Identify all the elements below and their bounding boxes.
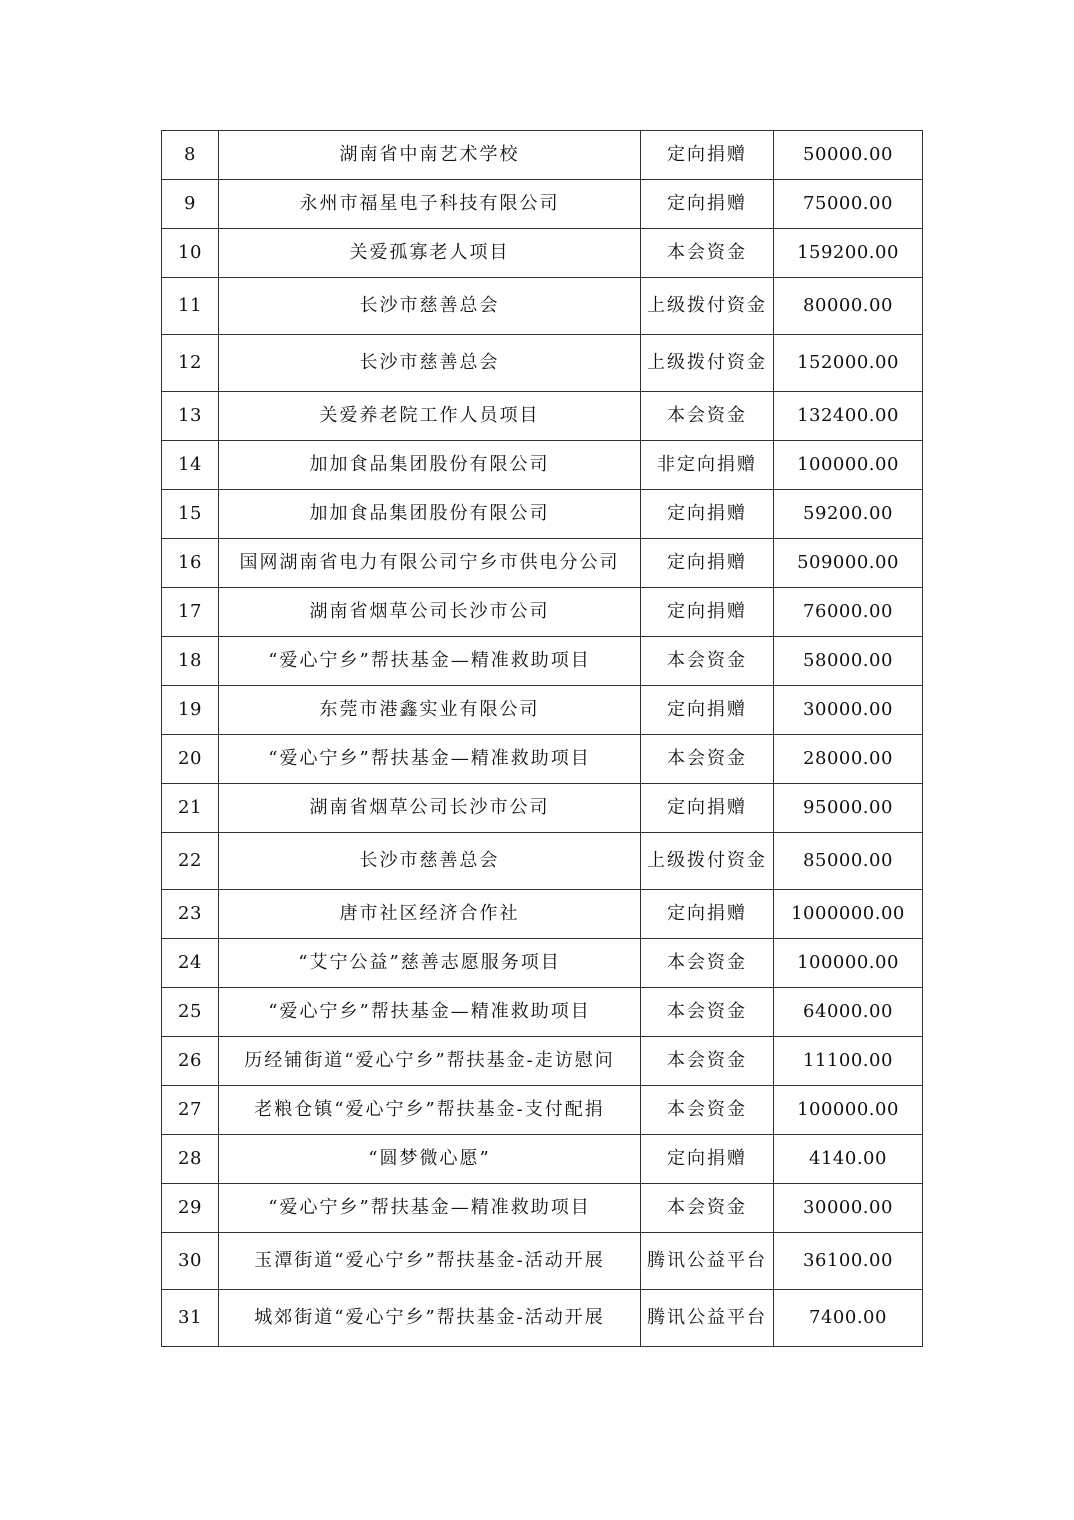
- amount-cell: 11100.00: [774, 1037, 923, 1086]
- recipient-name-cell: 老粮仓镇“爱心宁乡”帮扶基金-支付配捐: [219, 1086, 641, 1135]
- row-number-cell: 31: [162, 1290, 219, 1347]
- row-number-cell: 10: [162, 229, 219, 278]
- fund-type-cell: 本会资金: [641, 939, 774, 988]
- table-row: [162, 229, 923, 278]
- table-row: [162, 1290, 923, 1347]
- fund-type-cell: 非定向捐赠: [641, 441, 774, 490]
- table-row: [162, 939, 923, 988]
- table-row: [162, 1184, 923, 1233]
- recipient-name-cell: 长沙市慈善总会: [219, 278, 641, 335]
- table-row: [162, 1233, 923, 1290]
- amount-cell: 100000.00: [774, 939, 923, 988]
- recipient-name-cell: 湖南省中南艺术学校: [219, 131, 641, 180]
- fund-type-cell: 定向捐赠: [641, 180, 774, 229]
- amount-cell: 30000.00: [774, 1184, 923, 1233]
- row-number-cell: 26: [162, 1037, 219, 1086]
- fund-type-cell: 本会资金: [641, 1184, 774, 1233]
- table-row: [162, 686, 923, 735]
- table-row: [162, 637, 923, 686]
- fund-type-cell: 腾讯公益平台: [641, 1233, 774, 1290]
- fund-type-cell: 本会资金: [641, 392, 774, 441]
- recipient-name-cell: 长沙市慈善总会: [219, 833, 641, 890]
- table-row: [162, 180, 923, 229]
- fund-type-cell: 定向捐赠: [641, 490, 774, 539]
- amount-cell: 36100.00: [774, 1233, 923, 1290]
- amount-cell: 50000.00: [774, 131, 923, 180]
- amount-cell: 80000.00: [774, 278, 923, 335]
- row-number-cell: 16: [162, 539, 219, 588]
- amount-cell: 152000.00: [774, 335, 923, 392]
- row-number-cell: 11: [162, 278, 219, 335]
- recipient-name-cell: 加加食品集团股份有限公司: [219, 441, 641, 490]
- recipient-name-cell: 唐市社区经济合作社: [219, 890, 641, 939]
- row-number-cell: 27: [162, 1086, 219, 1135]
- fund-type-cell: 本会资金: [641, 735, 774, 784]
- table-row: [162, 988, 923, 1037]
- fund-type-cell: 上级拨付资金: [641, 335, 774, 392]
- amount-cell: 28000.00: [774, 735, 923, 784]
- donation-table-body: [162, 131, 923, 1347]
- amount-cell: 4140.00: [774, 1135, 923, 1184]
- row-number-cell: 30: [162, 1233, 219, 1290]
- fund-type-cell: 本会资金: [641, 1086, 774, 1135]
- row-number-cell: 21: [162, 784, 219, 833]
- fund-type-cell: 本会资金: [641, 637, 774, 686]
- row-number-cell: 15: [162, 490, 219, 539]
- row-number-cell: 8: [162, 131, 219, 180]
- recipient-name-cell: 长沙市慈善总会: [219, 335, 641, 392]
- fund-type-cell: 定向捐赠: [641, 686, 774, 735]
- table-row: [162, 735, 923, 784]
- row-number-cell: 28: [162, 1135, 219, 1184]
- fund-type-cell: 定向捐赠: [641, 131, 774, 180]
- recipient-name-cell: “爱心宁乡”帮扶基金—精准救助项目: [219, 637, 641, 686]
- table-row: [162, 1086, 923, 1135]
- table-row: [162, 588, 923, 637]
- recipient-name-cell: 东莞市港鑫实业有限公司: [219, 686, 641, 735]
- recipient-name-cell: “爱心宁乡”帮扶基金—精准救助项目: [219, 735, 641, 784]
- amount-cell: 85000.00: [774, 833, 923, 890]
- fund-type-cell: 定向捐赠: [641, 1135, 774, 1184]
- amount-cell: 100000.00: [774, 441, 923, 490]
- recipient-name-cell: 玉潭街道“爱心宁乡”帮扶基金-活动开展: [219, 1233, 641, 1290]
- table-row: [162, 539, 923, 588]
- row-number-cell: 17: [162, 588, 219, 637]
- table-row: [162, 441, 923, 490]
- row-number-cell: 12: [162, 335, 219, 392]
- amount-cell: 30000.00: [774, 686, 923, 735]
- fund-type-cell: 上级拨付资金: [641, 833, 774, 890]
- amount-cell: 7400.00: [774, 1290, 923, 1347]
- amount-cell: 75000.00: [774, 180, 923, 229]
- amount-cell: 100000.00: [774, 1086, 923, 1135]
- row-number-cell: 9: [162, 180, 219, 229]
- fund-type-cell: 上级拨付资金: [641, 278, 774, 335]
- recipient-name-cell: “爱心宁乡”帮扶基金—精准救助项目: [219, 988, 641, 1037]
- table-row: [162, 490, 923, 539]
- table-row: [162, 278, 923, 335]
- donation-table: [161, 130, 923, 1347]
- row-number-cell: 14: [162, 441, 219, 490]
- row-number-cell: 19: [162, 686, 219, 735]
- amount-cell: 95000.00: [774, 784, 923, 833]
- amount-cell: 64000.00: [774, 988, 923, 1037]
- recipient-name-cell: “圆梦微心愿”: [219, 1135, 641, 1184]
- fund-type-cell: 定向捐赠: [641, 784, 774, 833]
- fund-type-cell: 定向捐赠: [641, 588, 774, 637]
- recipient-name-cell: 国网湖南省电力有限公司宁乡市供电分公司: [219, 539, 641, 588]
- recipient-name-cell: 湖南省烟草公司长沙市公司: [219, 588, 641, 637]
- recipient-name-cell: 城郊街道“爱心宁乡”帮扶基金-活动开展: [219, 1290, 641, 1347]
- row-number-cell: 23: [162, 890, 219, 939]
- fund-type-cell: 本会资金: [641, 1037, 774, 1086]
- amount-cell: 1000000.00: [774, 890, 923, 939]
- recipient-name-cell: 关爱孤寡老人项目: [219, 229, 641, 278]
- table-row: [162, 784, 923, 833]
- row-number-cell: 20: [162, 735, 219, 784]
- amount-cell: 132400.00: [774, 392, 923, 441]
- fund-type-cell: 本会资金: [641, 229, 774, 278]
- fund-type-cell: 腾讯公益平台: [641, 1290, 774, 1347]
- recipient-name-cell: 历经铺街道“爱心宁乡”帮扶基金-走访慰问: [219, 1037, 641, 1086]
- amount-cell: 59200.00: [774, 490, 923, 539]
- fund-type-cell: 定向捐赠: [641, 890, 774, 939]
- recipient-name-cell: 湖南省烟草公司长沙市公司: [219, 784, 641, 833]
- recipient-name-cell: “艾宁公益”慈善志愿服务项目: [219, 939, 641, 988]
- row-number-cell: 29: [162, 1184, 219, 1233]
- fund-type-cell: 定向捐赠: [641, 539, 774, 588]
- amount-cell: 509000.00: [774, 539, 923, 588]
- table-row: [162, 335, 923, 392]
- row-number-cell: 18: [162, 637, 219, 686]
- amount-cell: 159200.00: [774, 229, 923, 278]
- table-row: [162, 1135, 923, 1184]
- table-row: [162, 1037, 923, 1086]
- fund-type-cell: 本会资金: [641, 988, 774, 1037]
- row-number-cell: 22: [162, 833, 219, 890]
- table-row: [162, 392, 923, 441]
- row-number-cell: 24: [162, 939, 219, 988]
- amount-cell: 58000.00: [774, 637, 923, 686]
- recipient-name-cell: 加加食品集团股份有限公司: [219, 490, 641, 539]
- recipient-name-cell: 关爱养老院工作人员项目: [219, 392, 641, 441]
- row-number-cell: 25: [162, 988, 219, 1037]
- table-row: [162, 833, 923, 890]
- table-row: [162, 131, 923, 180]
- recipient-name-cell: 永州市福星电子科技有限公司: [219, 180, 641, 229]
- row-number-cell: 13: [162, 392, 219, 441]
- recipient-name-cell: “爱心宁乡”帮扶基金—精准救助项目: [219, 1184, 641, 1233]
- table-row: [162, 890, 923, 939]
- amount-cell: 76000.00: [774, 588, 923, 637]
